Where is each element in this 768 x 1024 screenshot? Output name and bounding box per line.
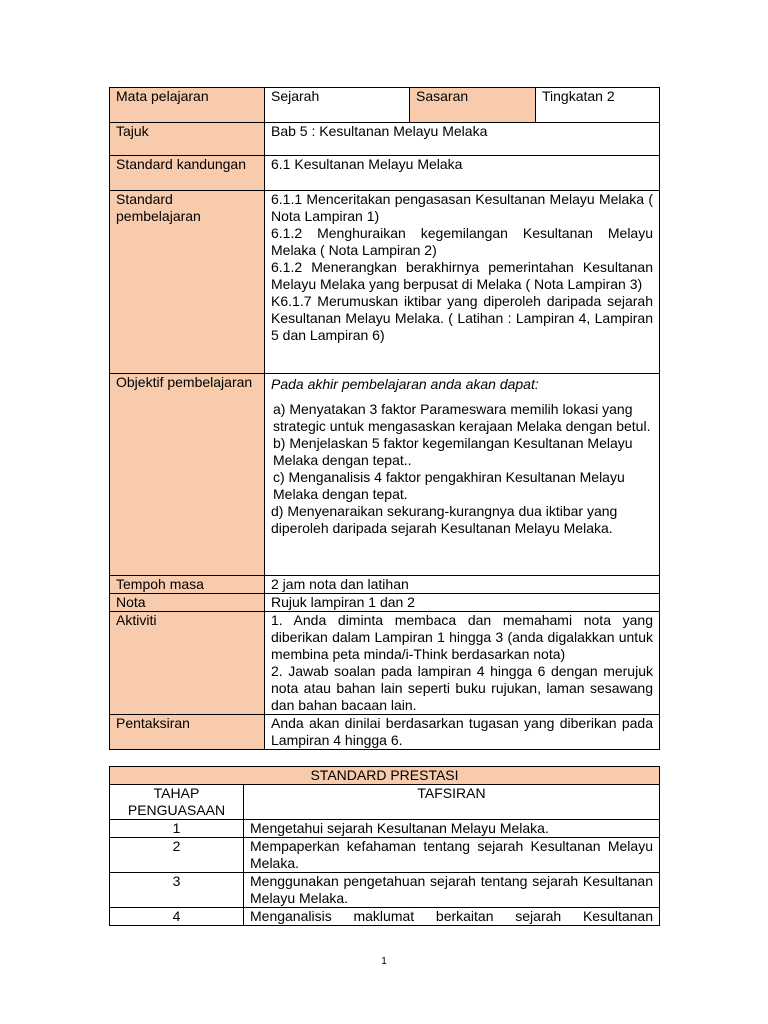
page-number: 1 xyxy=(381,956,387,967)
description-column-header: TAFSIRAN xyxy=(244,785,660,820)
description-cell: Menggunakan pengetahuan sejarah tentang sejarah Kesultanan Melayu Melaka. xyxy=(244,873,660,908)
topic-value: Bab 5 : Kesultanan Melayu Melaka xyxy=(265,123,660,156)
assessment-value: Anda akan dinilai berdasarkan tugasan yang diberikan pada Lampiran 4 hingga 6. xyxy=(265,715,660,750)
level-cell: 2 xyxy=(110,838,244,873)
learning-standard-item: K6.1.7 Merumuskan iktibar yang diperoleh daripada sejarah Kesultanan Melayu Melaka. ( Latihan : Lampiran 4, Lampiran 5 dan Lampiran 6) xyxy=(271,293,653,343)
level-column-header: TAHAP PENGUASAAN xyxy=(110,785,244,820)
duration-label: Tempoh masa xyxy=(110,576,265,594)
note-value: Rujuk lampiran 1 dan 2 xyxy=(265,594,660,612)
description-cell: Mempaperkan kefahaman tentang sejarah Kesultanan Melayu Melaka. xyxy=(244,838,660,873)
level-cell: 4 xyxy=(110,908,244,926)
learning-standard-label: Standard pembelajaran xyxy=(110,191,265,374)
learning-standard-item: 6.1.2 Menerangkan berakhirnya pemerintahan Kesultanan Melayu Melaka yang berpusat di Melaka ( Nota Lampiran 3) xyxy=(271,259,653,292)
table-row xyxy=(110,838,660,873)
performance-standard-table xyxy=(109,766,660,926)
objective-item: a) Menyatakan 3 faktor Parameswara memilih lokasi yang strategic untuk mengasaskan kerajaan Melaka dengan betul. xyxy=(273,401,651,434)
activity-list xyxy=(265,612,660,715)
assessment-label: Pentaksiran xyxy=(110,715,265,750)
activity-item: 2. Jawab soalan pada lampiran 4 hingga 6 dengan merujuk nota atau bahan lain seperti buku rujukan, laman sesawang dan bahan bacaan lain. xyxy=(271,663,653,713)
content-standard-label: Standard kandungan xyxy=(110,156,265,191)
objective-item: b) Menjelaskan 5 faktor kegemilangan Kesultanan Melayu Melaka dengan tepat.. xyxy=(273,435,633,468)
table-row xyxy=(110,820,660,838)
objective-list xyxy=(265,374,660,576)
topic-label: Tajuk xyxy=(110,123,265,156)
description-cell: Mengetahui sejarah Kesultanan Melayu Melaka. xyxy=(244,820,660,838)
target-label: Sasaran xyxy=(410,88,536,123)
subject-value: Sejarah xyxy=(265,88,410,123)
activity-label: Aktiviti xyxy=(110,612,265,715)
target-value: Tingkatan 2 xyxy=(536,88,660,123)
learning-standard-list xyxy=(265,191,660,374)
level-cell: 3 xyxy=(110,873,244,908)
subject-label: Mata pelajaran xyxy=(110,88,265,123)
table-row xyxy=(110,873,660,908)
performance-standard-title: STANDARD PRESTASI xyxy=(110,767,660,785)
activity-item: 1. Anda diminta membaca dan memahami nota yang diberikan dalam Lampiran 1 hingga 3 (anda digalakkan untuk membina peta minda/i-Think berdasarkan nota) xyxy=(271,612,653,662)
objective-item: c) Menganalisis 4 faktor pengakhiran Kesultanan Melayu Melaka dengan tepat. xyxy=(273,469,625,502)
level-cell: 1 xyxy=(110,820,244,838)
description-cell: Menganalisis maklumat berkaitan sejarah Kesultanan xyxy=(244,908,660,926)
note-label: Nota xyxy=(110,594,265,612)
content-standard-value: 6.1 Kesultanan Melayu Melaka xyxy=(265,156,660,191)
learning-standard-item: 6.1.2 Menghuraikan kegemilangan Kesultanan Melayu Melaka ( Nota Lampiran 2) xyxy=(271,225,653,258)
learning-standard-item: 6.1.1 Menceritakan pengasasan Kesultanan Melayu Melaka ( Nota Lampiran 1) xyxy=(271,191,653,224)
lesson-plan-table xyxy=(109,87,660,750)
objective-item: d) Menyenaraikan sekurang-kurangnya dua iktibar yang diperoleh daripada sejarah Kesultanan Melayu Melaka. xyxy=(271,503,618,536)
objective-label: Objektif pembelajaran xyxy=(110,374,265,576)
objective-intro: Pada akhir pembelajaran anda akan dapat: xyxy=(271,376,539,392)
table-row xyxy=(110,908,660,926)
duration-value: 2 jam nota dan latihan xyxy=(265,576,660,594)
